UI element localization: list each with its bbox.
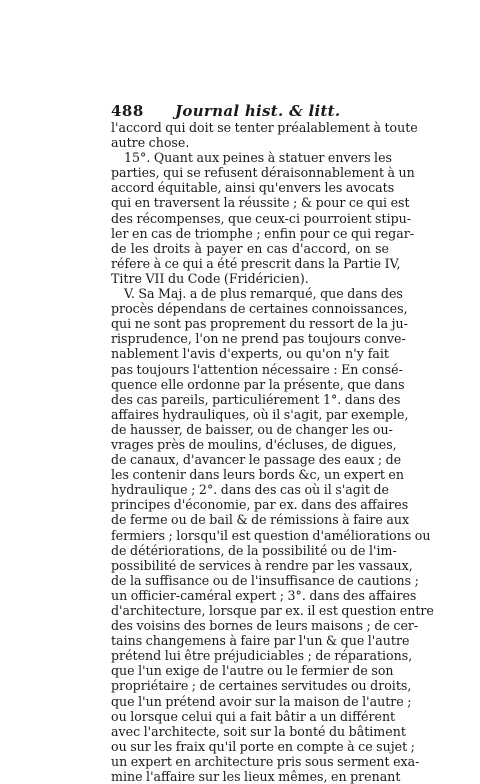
text-line: qui ne sont pas proprement du ressort de la ju- (111, 316, 408, 332)
text-line: que l'un exige de l'autre ou le fermier de son (111, 663, 394, 679)
text-line: risprudence, l'on ne prend pas toujours conve- (111, 331, 406, 347)
text-line: possibilité de services à rendre par les vassaux, (111, 557, 413, 573)
text-line: d'architecture, lorsque par ex. il est question entre (111, 603, 434, 618)
text-line: de ferme ou de bail & de rémissions à faire aux (111, 512, 410, 528)
body-text (111, 120, 434, 784)
text-line: Titre VII du Code (Fridéricien). (111, 270, 309, 286)
text-line: un officier-caméral expert ; 3°. dans des affaires (111, 587, 417, 603)
text-line: que l'un prétend avoir sur la maison de l'autre ; (111, 693, 412, 709)
text-line: l'accord qui doit se tenter préalablement à toute (111, 120, 418, 135)
running-title: Journal hist. & litt. (175, 102, 341, 120)
text-line: nablement l'avis d'experts, ou qu'on n'y fait (111, 346, 389, 362)
text-line: 15°. Quant aux peines à statuer envers les (124, 150, 392, 166)
text-line: de les droits à payer en cas d'accord, on se (111, 240, 389, 256)
text-line: accord équitable, ainsi qu'envers les avocats (111, 180, 395, 196)
text-line: quence elle ordonne par la présente, que dans (111, 376, 405, 392)
text-line: de hausser, de baisser, ou de changer les ou- (111, 421, 393, 437)
text-line: avec l'architecte, soit sur la bonté du bâtiment (111, 723, 406, 739)
text-line: parties, qui se refusent déraisonnablement à un (111, 165, 415, 181)
text-line: qui en traversent la réussite ; & pour ce qui est (111, 195, 410, 211)
text-line: ou lorsque celui qui a fait bâtir a un différent (111, 708, 396, 724)
text-line: mine l'affaire sur les lieux mêmes, en prenant (111, 769, 401, 784)
text-line: ler en cas de triomphe ; enfin pour ce qui regar- (111, 225, 415, 241)
text-line: tains changemens à faire par l'un & que l'autre (111, 633, 410, 649)
text-line: hydraulique ; 2°. dans des cas où il s'agit de (111, 482, 389, 498)
text-line: pas toujours l'attention nécessaire : En consé- (111, 361, 403, 377)
page-header (111, 102, 391, 122)
text-line: prétend lui être préjudiciables ; de réparations, (111, 648, 413, 664)
text-line: autre chose. (111, 135, 190, 151)
text-line: réfere à ce qui a été prescrit dans la Partie IV, (111, 255, 401, 271)
text-line: de détériorations, de la possibilité ou de l'im- (111, 542, 397, 558)
text-line: fermiers ; lorsqu'il est question d'améliorations ou (111, 527, 431, 543)
text-line: V. Sa Maj. a de plus remarqué, que dans des (124, 286, 403, 302)
text-line: propriétaire ; de certaines servitudes ou droits, (111, 678, 412, 694)
text-line: ou sur les fraix qu'il porte en compte à ce sujet ; (111, 738, 415, 754)
text-line: un expert en architecture pris sous serment exa- (111, 753, 420, 769)
text-line: les contenir dans leurs bords &c, un expert en (111, 467, 404, 483)
text-line: vrages près de moulins, d'écluses, de digues, (111, 436, 397, 452)
text-line: des récompenses, que ceux-ci pourroient stipu- (111, 210, 412, 226)
text-line: des cas pareils, particuliérement 1°. dans des (111, 391, 401, 407)
page-number: 488 (111, 102, 144, 120)
text-line: principes d'économie, par ex. dans des affaires (111, 497, 409, 513)
text-line: des voisins des bornes de leurs maisons ; de cer- (111, 618, 419, 634)
text-line: procès dépendans de certaines connoissances, (111, 301, 408, 317)
text-line: affaires hydrauliques, où il s'agit, par exemple, (111, 406, 409, 422)
text-line: de canaux, d'avancer le passage des eaux ; de (111, 452, 402, 468)
text-line: de la suffisance ou de l'insuffisance de cautions ; (111, 572, 419, 588)
